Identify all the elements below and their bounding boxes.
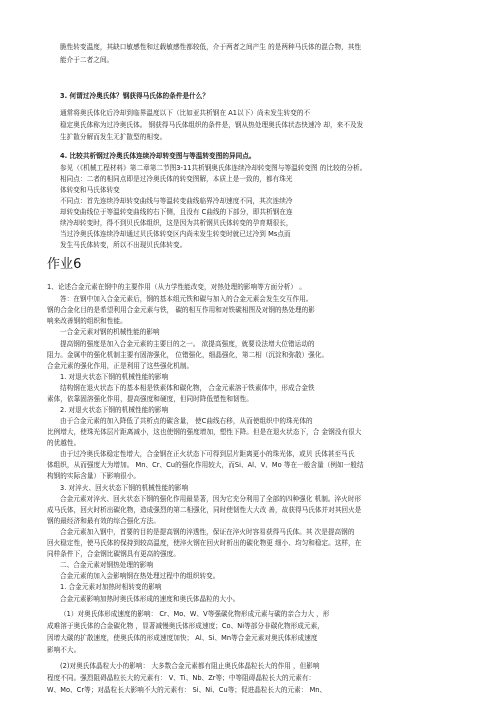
text-line: 3. 对淬火、回火状态下钢的机械性能的影响 [60,484,189,492]
text-line: 成马氏体，回火时析出碳化物，造成强烈的第二相强化，同时使韧性大大改 善，故获得马氏体并对其回火是 [47,506,362,514]
text-line: 因增大碳的扩散速度，使奥氏体的形成速度加快； Al、Si、Mn等合金元素对奥氏体形成速度 [47,634,318,642]
question-4: 4. 比较共析钢过冷奥氏体连续冷却转变图与等温转变图的异同点。 [60,152,256,160]
text-line: 却转变曲线位于等温转变曲线的右下侧，且没有 C曲线的下部分，即共析钢在连 [60,208,293,216]
text-line: 的优越性。 [47,439,81,447]
text-line: 影响不大。 [47,646,81,654]
text-line: 回火稳定性，使马氏体的保持到较高温度，使淬火钢在回火时析出的碳化物更 细小、均匀和稳定。这样，在 [47,539,362,547]
text-line: 答：在钢中加入合金元素后，钢的基本组元铁和碳与加入的合金元素会发生交互作用。 [60,295,313,303]
text-line: 比例增大，使珠光体层片距离减小，这也使钢的强度增加，塑性下降。但是在退火状态下，合 金钢没有很大 [47,428,362,436]
text-line: 合金元素对淬火、回火状态下钢的强化作用最显著，因为它充分利用了全部的四种强化 机制。淬火时形 [60,495,362,503]
text-line: 由于合金元素的加入降低了共析点的碳含量， 使C曲线右移，从而使组织中的珠光体的 [60,417,313,425]
text-line: 程度不同。强烈阻碍晶粒长大的元素有： V、Ti、Nb、Zr等；中等阻碍晶粒长大的元素有： [47,674,316,682]
text-line: 2. 对退火状态下钢的机械性能的影响 [60,406,169,414]
text-line: 通常将奥氏体化后冷却到临界温度以下（比如亚共析钢在 A1以下）尚未发生转变的不 [60,109,311,117]
text-line: 提高钢的强度是加入合金元素的主要目的之一。 欲提高强度，就要设法增大位错运动的 [60,340,315,348]
text-line: 由于过冷奥氏体稳定性增大，合金钢在正火状态下可得到层片距离更小的珠光体，或贝 氏体甚至马氏 [60,450,355,458]
text-line: 成难溶于奥氏体的合金碳化物 ，显著减慢奥氏体形成速度；Co、Ni等部分非碳化物形成元素， [47,622,324,630]
text-line: 钢的合金化目的是希望利用合金元素与铁， 碳的相互作用和对铁碳相图及对钢的热处理的影 [47,306,315,314]
text-line: 阻力。金属中的强化机制主要有固溶强化， 位错强化，细晶强化，第二相（沉淀和弥散）强化。 [47,351,329,359]
text-line: 体组织，从而强度大为增加。 Mn、Cr、Cu的强化作用较大，而Si、Al、V、Mo 等在一般含量（例如一般结 [47,461,364,469]
text-line: 参见（《机械工程材料》第二章第二节图3-11共析钢奥氏体连续冷却转变图与等温转变图 的比较的分析。 [60,164,367,172]
text-line: 能介于二者之间。 [60,56,114,64]
text-line: 相同点：二者的相同点即是过冷奥氏体的转变图解，本质上是一致的，都有珠光 [60,175,293,183]
text-line: 1. 合金元素对加热时相转变的影响 [60,583,162,591]
text-line: 体转变和马氏体转变 [60,186,120,194]
text-line: 钢的最经济和最有效的综合强化方法。 [47,517,160,525]
text-line: 一合金元素对钢的机械性能的影响 [60,328,160,336]
text-line: (2)对奥氏体晶粒大小的影响： 大多数合金元素都有阻止奥氏体晶粒长大的作用 ，但影响 [60,662,320,670]
question-3: 3. 何谓过冷奥氏体？钢获得马氏体的条件是什么？ [60,92,210,100]
text-line: 续冷却转变时，得不到贝氏体组织，这是因为共析钢贝氏体转变的孕育期很长， [60,219,293,227]
text-line: 稳定奥氏体称为过冷奥氏体。 钢获得马氏体组织的条件是，钢从热处理奥氏体状态快速冷 却，来不及发 [60,121,364,129]
text-line: 同样条件下，合金钢比碳钢具有更高的强度。 [47,550,180,558]
text-line: 当过冷奥氏体连续冷却通过贝氏体转变区内尚未发生转变时就已过冷到 Ms点而 [60,230,291,238]
text-line: 不同点：首先连续冷却转变曲线与等温转变曲线临界冷却速度不同，其次连续冷 [60,197,293,205]
text-line: 生扩散分解而发生无扩散型的相变。 [60,133,167,141]
text-line: 合金元素加入钢中，首要的目的是提高钢的淬透性，保证在淬火时容易获得马氏体。其 次是提高钢的 [60,528,355,536]
text-line: 二、合金元素对钢热处理的影响 [60,561,154,569]
text-line: 发生马氏体转变，所以不出现贝氏体转变。 [60,241,187,249]
section-title: 作业6 [47,257,82,272]
text-line: （1）对奥氏体形成速度的影响： Cr、Mo、W、V等强碳化物形成元素与碳的亲合力大 ，形 [60,610,330,618]
text-line: 1. 对退火状态下钢的机械性能的影响 [60,373,169,381]
text-line: 合金元素影响加热时奥氏体形成的速度和奥氏体晶粒的大小。 [60,595,240,603]
text-line: 结构钢在退火状态下的基本相是铁素体和碳化物， 合金元素溶于铁素体中，形成合金铁 [60,384,315,392]
text-line: 素体，依靠固溶强化作用，提高强度和硬度，但同时降低塑性和韧性。 [47,395,253,403]
text-line: 构钢的实际含量）下影响很小。 [47,472,141,480]
text-line: 响来改善钢的组织和性能。 [47,317,127,325]
text-line: 脆性转变温度，其缺口敏感性和过载敏感性都较低，介于两者之间产生 的是两种马氏体的混合物，其性 [60,43,362,51]
text-line: 合金元素的加入会影响钢在热处理过程中的组织转变。 [60,572,220,580]
text-line: 1、论述合金元素在钢中的主要作用（从力学性能改变，对热处理的影响等方面分析） 。 [47,283,306,291]
text-line: 合金元素的强化作用，正是利用了这些强化机制。 [47,362,194,370]
text-line: W、Mo、Cr等；对晶粒长大影响不大的元素有： Si、Ni、Cu等；促进晶粒长大的元素： Mn、 [47,686,327,694]
